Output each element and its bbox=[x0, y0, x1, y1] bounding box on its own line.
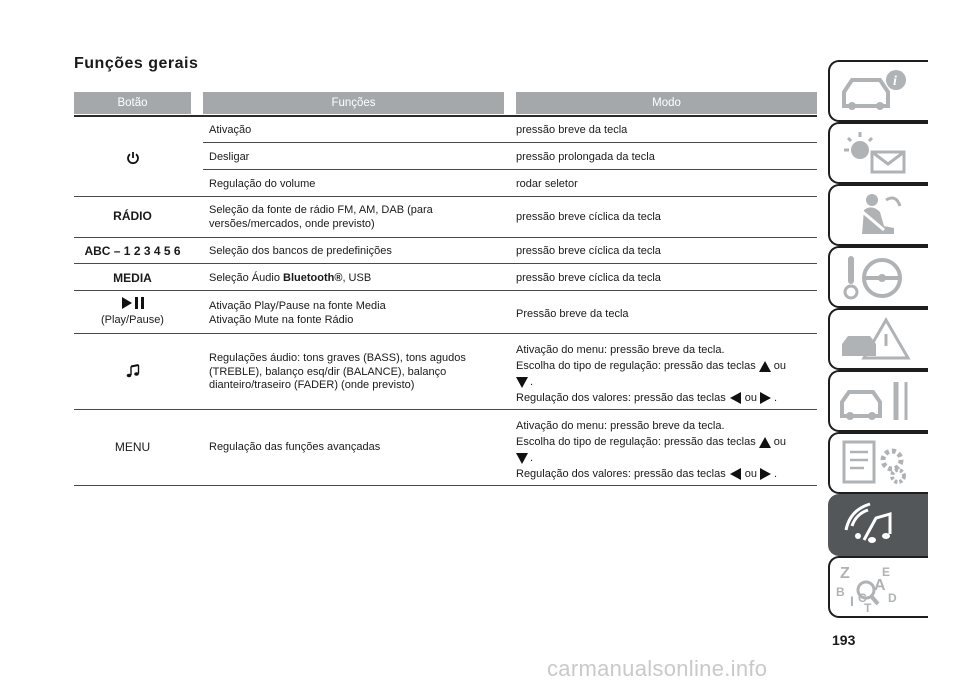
function-audio-line3: dianteiro/traseiro (FADER) (onde previsto) bbox=[209, 379, 415, 391]
mode-audio-line2: Escolha do tipo de regulação: pressão das teclas bbox=[516, 360, 756, 372]
mode-audio-line3: Regulação dos valores: pressão das teclas bbox=[516, 392, 726, 404]
alphabet-index-icon bbox=[836, 562, 916, 612]
arrow-down-icon bbox=[516, 453, 528, 464]
arrow-right-icon bbox=[760, 468, 771, 480]
function-menu: Regulação das funções avançadas bbox=[209, 441, 381, 453]
header-modo: Modo bbox=[516, 92, 817, 114]
mode-media: pressão breve cíclica da tecla bbox=[516, 272, 661, 284]
multimedia-icon bbox=[836, 500, 916, 550]
abc-presets-button-label: ABC – 1 2 3 4 5 6 bbox=[84, 244, 181, 258]
function-audio-line2: (TREBLE), balanço esq/dir (BALANCE), balanço bbox=[209, 365, 447, 378]
svg-text:B: B bbox=[836, 585, 845, 599]
play-pause-label: (Play/Pause) bbox=[101, 313, 164, 326]
mode-volume: rodar seletor bbox=[516, 178, 578, 190]
row-divider bbox=[74, 409, 817, 410]
function-volume: Regulação do volume bbox=[209, 178, 316, 190]
arrow-left-icon bbox=[730, 468, 741, 480]
function-play-pause bbox=[209, 300, 499, 327]
row-divider bbox=[74, 263, 817, 264]
car-info-icon bbox=[836, 66, 916, 116]
svg-text:T: T bbox=[864, 601, 872, 612]
power-icon bbox=[126, 151, 140, 165]
sub-divider bbox=[203, 169, 817, 170]
function-media bbox=[209, 272, 499, 286]
svg-text:Z: Z bbox=[840, 565, 850, 582]
arrow-down-icon bbox=[516, 377, 528, 388]
arrow-left-icon bbox=[730, 392, 741, 404]
sub-divider bbox=[203, 142, 817, 143]
mode-play-pause: Pressão breve da tecla bbox=[516, 308, 629, 320]
seat-airbag-icon bbox=[836, 190, 916, 240]
tab-steering-key[interactable] bbox=[828, 246, 928, 308]
menu-button-label: MENU bbox=[114, 440, 151, 454]
or-label: ou bbox=[744, 468, 757, 480]
mode-menu-line1: Ativação do menu: pressão breve da tecla. bbox=[516, 420, 725, 432]
tab-warning-lights[interactable] bbox=[828, 122, 928, 184]
page-number: 193 bbox=[832, 632, 856, 648]
mode-audio bbox=[516, 342, 816, 406]
mode-radio: pressão breve cíclica da tecla bbox=[516, 211, 661, 223]
car-maintenance-icon bbox=[836, 376, 916, 426]
watermark: carmanualsonline.info bbox=[547, 656, 768, 681]
mode-ativacao: pressão breve da tecla bbox=[516, 124, 628, 136]
tab-multimedia[interactable] bbox=[828, 494, 928, 556]
bluetooth-label: Bluetooth® bbox=[283, 272, 343, 284]
tab-car-info[interactable] bbox=[828, 60, 928, 122]
media-button-label: MEDIA bbox=[113, 271, 152, 285]
function-audio-line1: Regulações áudio: tons graves (BASS), tons agudos bbox=[209, 352, 466, 364]
tab-specifications[interactable] bbox=[828, 432, 928, 494]
power-button-cell bbox=[74, 151, 191, 170]
function-desligar: Desligar bbox=[209, 151, 250, 163]
or-label: ou bbox=[773, 436, 786, 448]
mode-menu bbox=[516, 418, 816, 482]
mode-menu-line3: Regulação dos valores: pressão das teclas bbox=[516, 468, 726, 480]
svg-text:i: i bbox=[893, 74, 897, 89]
tab-seat-airbag[interactable] bbox=[828, 184, 928, 246]
function-media-prefix: Seleção Áudio bbox=[209, 272, 283, 284]
play-pause-button-cell bbox=[74, 297, 191, 327]
row-divider bbox=[74, 237, 817, 238]
page-title: Funções gerais bbox=[74, 55, 199, 72]
header-rule bbox=[74, 115, 817, 117]
row-divider bbox=[74, 333, 817, 334]
or-label: ou bbox=[773, 360, 786, 372]
function-presets: Seleção dos bancos de predefinições bbox=[209, 245, 392, 257]
play-pause-icon bbox=[121, 297, 145, 309]
function-play-pause-line1: Ativação Play/Pause na fonte Media bbox=[209, 300, 386, 312]
period: . bbox=[530, 376, 534, 388]
mode-presets: pressão breve cíclica da tecla bbox=[516, 245, 661, 257]
svg-text:C: C bbox=[858, 591, 867, 605]
mode-audio-line1: Ativação do menu: pressão breve da tecla. bbox=[516, 344, 725, 356]
tab-road-warning[interactable] bbox=[828, 308, 928, 370]
svg-text:D: D bbox=[888, 591, 897, 605]
music-note-icon bbox=[126, 364, 140, 378]
audio-button-cell bbox=[74, 364, 191, 383]
function-audio bbox=[209, 352, 499, 393]
function-ativacao: Ativação bbox=[209, 124, 252, 136]
function-play-pause-line2: Ativação Mute na fonte Rádio bbox=[209, 313, 354, 326]
arrow-up-icon bbox=[759, 361, 771, 372]
mode-menu-line2: Escolha do tipo de regulação: pressão das teclas bbox=[516, 436, 756, 448]
or-label: ou bbox=[744, 392, 757, 404]
svg-text:E: E bbox=[882, 565, 891, 579]
header-funcoes: Funções bbox=[203, 92, 504, 114]
arrow-up-icon bbox=[759, 437, 771, 448]
row-divider bbox=[74, 290, 817, 291]
table-bottom-rule bbox=[74, 485, 817, 486]
tab-car-maintenance[interactable] bbox=[828, 370, 928, 432]
function-radio bbox=[209, 204, 499, 231]
period: . bbox=[773, 392, 778, 404]
mode-desligar: pressão prolongada da tecla bbox=[516, 151, 655, 163]
period: . bbox=[773, 468, 778, 480]
radio-button-label: RÁDIO bbox=[113, 209, 152, 223]
specs-gears-icon bbox=[836, 438, 916, 488]
period: . bbox=[530, 452, 534, 464]
header-botao: Botão bbox=[74, 92, 191, 114]
road-warning-icon bbox=[836, 314, 916, 364]
svg-text:A: A bbox=[874, 577, 886, 594]
row-divider bbox=[74, 196, 817, 197]
function-radio-line2: versões/mercados, onde previsto) bbox=[209, 217, 375, 230]
svg-text:I: I bbox=[850, 593, 854, 609]
tab-alphabetical-index[interactable] bbox=[828, 556, 928, 618]
steering-key-icon bbox=[836, 252, 916, 302]
arrow-right-icon bbox=[760, 392, 771, 404]
function-radio-line1: Seleção da fonte de rádio FM, AM, DAB (para bbox=[209, 204, 433, 216]
function-media-suffix: , USB bbox=[342, 272, 372, 284]
warning-lights-icon bbox=[836, 128, 916, 178]
